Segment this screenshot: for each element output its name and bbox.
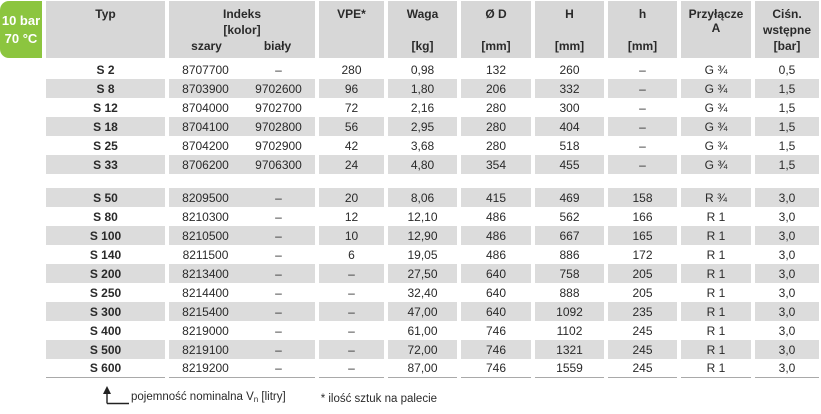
cell-indeks — [169, 98, 315, 117]
cell-diameter: 354 — [461, 155, 531, 174]
subcolumn-header-bialy: biały — [263, 39, 292, 53]
cell-waga: 61,00 — [407, 323, 438, 338]
pressure-temperature-badge — [0, 1, 42, 58]
table-footnotes — [0, 386, 821, 406]
unit-kg: [kg] — [411, 39, 434, 53]
table-row — [0, 136, 821, 155]
column-header-height-H: H [mm] — [535, 1, 604, 58]
cell-height-H: 758 — [535, 264, 604, 283]
cell-typ: S 140 — [89, 247, 122, 262]
cell-typ: S 50 — [46, 188, 165, 207]
cell-typ: S 300 — [46, 302, 165, 321]
cell-indeks-bialy: – — [275, 266, 282, 281]
cell-vpe: 24 — [319, 155, 384, 174]
cell-indeks-szary: 8210500 — [182, 228, 229, 243]
cell-indeks-bialy: – — [275, 342, 282, 357]
cell-height-H: 260 — [559, 62, 580, 77]
cell-indeks-bialy: – — [275, 361, 282, 375]
cell-indeks — [169, 207, 315, 226]
cell-height-h: – — [639, 100, 646, 115]
table-row — [0, 117, 821, 136]
cell-indeks-bialy: – — [275, 247, 282, 262]
table-row — [0, 226, 821, 245]
cell-height-h: – — [639, 138, 646, 153]
cell-diameter: 486 — [485, 209, 507, 224]
cell-indeks-bialy: 9702700 — [255, 100, 302, 115]
cell-height-H: 562 — [559, 209, 580, 224]
cell-diameter: 132 — [485, 62, 507, 77]
cell-typ: S 500 — [46, 340, 165, 359]
cell-typ: S 12 — [93, 100, 118, 115]
cell-height-h: 245 — [608, 359, 677, 378]
cell-indeks-bialy: – — [275, 304, 282, 319]
cell-waga: 12,90 — [388, 226, 457, 245]
cell-height-H: 469 — [535, 188, 604, 207]
cell-indeks — [169, 264, 315, 283]
cell-przylacze: R 1 — [681, 264, 751, 283]
cell-cisnienie: 3,0 — [755, 264, 819, 283]
cell-waga: 47,00 — [388, 302, 457, 321]
cell-waga: 2,16 — [410, 100, 435, 115]
column-header-typ: Typ — [46, 1, 165, 58]
cell-cisnienie: 3,0 — [755, 226, 819, 245]
subcolumn-header-szary: szary — [191, 39, 222, 53]
cell-height-h: 235 — [608, 302, 677, 321]
cell-height-H: 886 — [559, 247, 580, 262]
cell-indeks — [169, 226, 315, 245]
cell-typ: S 25 — [93, 138, 118, 153]
cell-vpe: 6 — [348, 247, 355, 262]
cell-indeks — [169, 60, 315, 79]
cell-vpe: 20 — [319, 188, 384, 207]
cell-vpe: 42 — [344, 138, 359, 153]
cell-indeks — [169, 136, 315, 155]
cell-indeks-szary: 8219000 — [182, 323, 229, 338]
cell-height-H: 1092 — [535, 302, 604, 321]
cell-waga: 1,80 — [388, 79, 457, 98]
cell-przylacze: R 1 — [681, 226, 751, 245]
column-header-vpe: VPE* — [319, 1, 384, 58]
cell-indeks-szary: 8704200 — [182, 138, 229, 153]
cell-vpe: 10 — [319, 226, 384, 245]
cell-typ: S 18 — [46, 117, 165, 136]
cell-vpe: 280 — [341, 62, 362, 77]
cell-height-h: 245 — [632, 323, 653, 338]
cell-height-h: 205 — [632, 285, 653, 300]
cell-diameter: 280 — [485, 100, 507, 115]
cell-przylacze: G ¾ — [681, 155, 751, 174]
cell-vpe: 72 — [344, 100, 359, 115]
cell-vpe: – — [319, 359, 384, 378]
cell-vpe: 12 — [344, 209, 359, 224]
cell-typ: S 600 — [46, 359, 165, 378]
cell-indeks — [169, 340, 315, 359]
cell-cisnienie: 1,5 — [755, 117, 819, 136]
cell-indeks-szary: 8219200 — [182, 361, 229, 375]
cell-waga: 87,00 — [388, 359, 457, 378]
cell-indeks-bialy: – — [275, 228, 282, 243]
cell-height-h: 166 — [632, 209, 653, 224]
cell-typ: S 2 — [96, 62, 115, 77]
cell-indeks-szary: 8704000 — [182, 100, 229, 115]
cell-waga: 0,98 — [410, 62, 435, 77]
cell-typ: S 200 — [46, 264, 165, 283]
cell-cisnienie: 0,5 — [778, 62, 796, 77]
cell-indeks-bialy: 9702600 — [255, 81, 302, 96]
column-header-height-h: h [mm] — [608, 1, 677, 58]
cell-diameter: 746 — [485, 323, 507, 338]
cell-diameter: 486 — [485, 247, 507, 262]
cell-vpe: – — [348, 323, 355, 338]
column-header-indeks: Indeks [kolor] szary biały — [169, 1, 315, 58]
cell-indeks — [169, 359, 315, 378]
cell-waga: 32,40 — [407, 285, 438, 300]
cell-height-H: 455 — [535, 155, 604, 174]
badge-pressure: 10 bar — [1, 12, 41, 28]
cell-waga: 72,00 — [388, 340, 457, 359]
cell-cisnienie: 1,5 — [755, 155, 819, 174]
cell-indeks-szary: 8213400 — [182, 266, 229, 281]
cell-indeks-bialy: 9702900 — [255, 138, 302, 153]
cell-przylacze: G ¾ — [681, 117, 751, 136]
cell-indeks-bialy: 9702800 — [255, 119, 302, 134]
cell-diameter: 746 — [461, 359, 531, 378]
cell-indeks-szary: 8703900 — [182, 81, 229, 96]
cell-indeks — [169, 188, 315, 207]
cell-indeks-bialy: 9706300 — [255, 157, 302, 172]
cell-waga: 8,06 — [388, 188, 457, 207]
table-row — [0, 321, 821, 340]
cell-height-h: – — [608, 155, 677, 174]
group-separator — [0, 174, 821, 188]
cell-indeks-bialy: – — [275, 209, 282, 224]
table-row — [0, 207, 821, 226]
table-row — [0, 245, 821, 264]
cell-przylacze: G ¾ — [681, 79, 751, 98]
table-row — [0, 283, 821, 302]
cell-przylacze: R 1 — [706, 209, 726, 224]
cell-cisnienie: 3,0 — [778, 285, 796, 300]
cell-height-h: – — [608, 117, 677, 136]
cell-height-H: 1102 — [556, 323, 583, 338]
cell-indeks-bialy: – — [275, 285, 282, 300]
cell-indeks-szary: 8209500 — [182, 190, 229, 205]
column-header-waga: Waga [kg] — [388, 1, 457, 58]
cell-indeks-bialy: – — [275, 190, 282, 205]
cell-indeks-szary: 8704100 — [182, 119, 229, 134]
unit-bar: [bar] — [773, 39, 801, 53]
badge-temperature: 70 °C — [4, 30, 38, 46]
cell-height-h: 245 — [608, 340, 677, 359]
cell-waga: 2,95 — [388, 117, 457, 136]
table-row — [0, 60, 821, 79]
cell-height-h: 172 — [632, 247, 653, 262]
cell-cisnienie: 3,0 — [755, 188, 819, 207]
cell-height-h: 205 — [608, 264, 677, 283]
cell-cisnienie: 1,5 — [778, 138, 796, 153]
cell-vpe: – — [319, 302, 384, 321]
cell-cisnienie: 1,5 — [778, 100, 796, 115]
table-row — [0, 98, 821, 117]
nominal-volume-pointer-icon — [102, 386, 129, 406]
cell-diameter: 746 — [461, 340, 531, 359]
cell-cisnienie: 3,0 — [755, 302, 819, 321]
cell-height-H: 404 — [535, 117, 604, 136]
cell-height-H: 1321 — [535, 340, 604, 359]
cell-height-h: 165 — [608, 226, 677, 245]
cell-indeks — [169, 79, 315, 98]
table-body — [0, 60, 821, 378]
cell-indeks — [169, 245, 315, 264]
cell-przylacze: R 1 — [681, 359, 751, 378]
cell-waga: 3,68 — [410, 138, 435, 153]
cell-przylacze: G ¾ — [704, 100, 728, 115]
table-header — [0, 1, 821, 58]
cell-vpe: – — [319, 264, 384, 283]
cell-waga: 19,05 — [407, 247, 438, 262]
column-header-cisnienie-wstepne: Ciśn. wstępne [bar] — [755, 1, 819, 58]
cell-indeks-szary: 8215400 — [182, 304, 229, 319]
cell-cisnienie: 3,0 — [778, 209, 796, 224]
unit-mm: [mm] — [481, 39, 511, 53]
unit-mm: [mm] — [627, 39, 658, 53]
cell-indeks-szary: 8211500 — [182, 247, 229, 262]
column-header-przylacze: Przyłącze A — [681, 1, 751, 58]
cell-diameter: 280 — [461, 117, 531, 136]
cell-typ: S 100 — [46, 226, 165, 245]
table-row — [0, 79, 821, 98]
cell-cisnienie: 1,5 — [755, 79, 819, 98]
table-row — [0, 302, 821, 321]
table-row — [0, 188, 821, 207]
cell-indeks-szary: 8214400 — [182, 285, 229, 300]
cell-vpe: – — [348, 285, 355, 300]
cell-przylacze: R ¾ — [681, 188, 751, 207]
cell-typ: S 33 — [46, 155, 165, 174]
cell-typ: S 8 — [46, 79, 165, 98]
cell-indeks-szary: 8210300 — [182, 209, 229, 224]
table-row — [0, 264, 821, 283]
nominal-volume-note: pojemność nominalna $V_n$ [litry] — [131, 391, 286, 404]
cell-cisnienie: 3,0 — [755, 340, 819, 359]
cell-diameter: 486 — [461, 226, 531, 245]
cell-typ: S 400 — [89, 323, 122, 338]
cell-typ: S 80 — [93, 209, 118, 224]
cell-height-H: 300 — [559, 100, 580, 115]
cell-diameter: 640 — [485, 285, 507, 300]
cell-height-H: 888 — [559, 285, 580, 300]
cell-przylacze: R 1 — [681, 302, 751, 321]
cell-vpe: 56 — [319, 117, 384, 136]
cell-przylacze: G ¾ — [704, 62, 728, 77]
cell-height-H: 518 — [559, 138, 580, 153]
cell-indeks — [169, 117, 315, 136]
cell-waga: 27,50 — [388, 264, 457, 283]
cell-height-h: – — [608, 79, 677, 98]
cell-indeks — [169, 321, 315, 340]
column-header-diameter: Ø D [mm] — [461, 1, 531, 58]
cell-vpe: 96 — [319, 79, 384, 98]
cell-indeks-bialy: – — [275, 323, 282, 338]
cell-przylacze: R 1 — [706, 247, 726, 262]
cell-indeks-szary: 8707700 — [182, 62, 229, 77]
cell-indeks — [169, 155, 315, 174]
vpe-footnote: * ilość sztuk na palecie — [320, 393, 438, 405]
table-row — [0, 155, 821, 174]
cell-diameter: 640 — [461, 264, 531, 283]
cell-przylacze: R 1 — [706, 323, 726, 338]
cell-vpe: – — [319, 340, 384, 359]
cell-indeks-szary: 8219100 — [182, 342, 229, 357]
cell-cisnienie: 3,0 — [778, 323, 796, 338]
cell-cisnienie: 3,0 — [778, 247, 796, 262]
cell-indeks — [169, 302, 315, 321]
cell-height-H: 1559 — [535, 359, 604, 378]
cell-indeks-szary: 8706200 — [182, 157, 229, 172]
unit-mm: [mm] — [554, 39, 585, 53]
cell-diameter: 640 — [461, 302, 531, 321]
cell-waga: 4,80 — [388, 155, 457, 174]
cell-height-h: – — [639, 62, 646, 77]
cell-diameter: 206 — [461, 79, 531, 98]
cell-indeks-bialy: – — [275, 62, 282, 77]
cell-waga: 12,10 — [407, 209, 438, 224]
table-row — [0, 340, 821, 359]
cell-height-h: 158 — [608, 188, 677, 207]
cell-przylacze: G ¾ — [704, 138, 728, 153]
table-row — [0, 359, 821, 378]
cell-przylacze: R 1 — [706, 285, 726, 300]
cell-indeks — [169, 283, 315, 302]
cell-height-H: 332 — [535, 79, 604, 98]
cell-diameter: 415 — [461, 188, 531, 207]
cell-typ: S 250 — [89, 285, 122, 300]
cell-diameter: 280 — [485, 138, 507, 153]
cell-cisnienie: 3,0 — [755, 359, 819, 378]
cell-height-H: 667 — [535, 226, 604, 245]
cell-przylacze: R 1 — [681, 340, 751, 359]
